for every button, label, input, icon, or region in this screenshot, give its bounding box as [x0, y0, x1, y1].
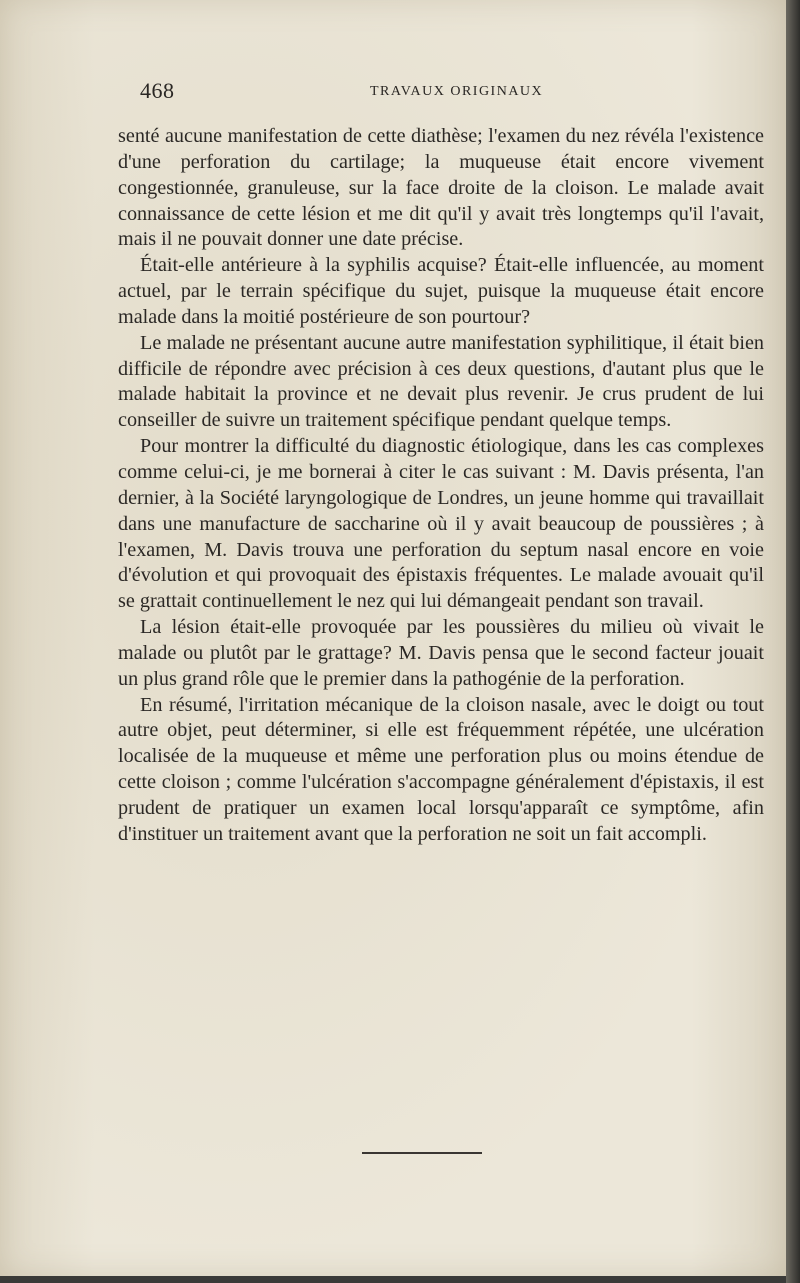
end-rule: [362, 1152, 482, 1154]
paragraph: Était-elle antérieure à la syphilis acquise? Était-elle influencée, au moment actuel, par le terrain spécifique du sujet, puisque la muqueuse était encore malade dans la moitié postérieure de son pourtour?: [118, 254, 764, 328]
paragraph: Pour montrer la difficulté du diagnostic étiologique, dans les cas complexes comme celui-ci, je me bornerai à citer le cas suivant : M. Davis présenta, l'an dernier, à la Société laryngologique de Londres, un jeune homme qui travaillait dans une manufacture de saccharine où il y avait beaucoup de poussières ; à l'examen, M. Davis trouva une perforation du septum nasal encore en voie d'évolution et qui provoquait des épistaxis fréquentes. Le malade avouait qu'il se grattait continuellement le nez qui lui démangeait pendant son travail.: [118, 435, 764, 613]
paragraph: En résumé, l'irritation mécanique de la cloison nasale, avec le doigt ou tout autre objet, peut déterminer, si elle est fréquemment répétée, une ulcération localisée de la muqueuse et même une perforation plus ou moins étendue de cette cloison ; comme l'ulcération s'accompagne généralement d'épistaxis, il est prudent de pratiquer un examen local lorsqu'apparaît ce symptôme, afin d'instituer un traitement avant que la perforation ne soit un fait accompli.: [118, 693, 764, 845]
scan-edge: [786, 0, 800, 1283]
page-number: 468: [140, 78, 175, 103]
paragraph: Le malade ne présentant aucune autre manifestation syphilitique, il était bien difficile de répondre avec précision à ces deux questions, d'autant plus que le malade habitait la province et ne devait plus revenir. Je crus prudent de lui conseiller de suivre un traitement spécifique pendant quelque temps.: [118, 331, 764, 432]
page-header: [140, 78, 760, 110]
paragraph: La lésion était-elle provoquée par les poussières du milieu où vivait le malade ou plutôt par le grattage? M. Davis pensa que le second facteur jouait un plus grand rôle que le premier dans la pathogénie de la perforation.: [118, 616, 764, 690]
paragraph-continuation: senté aucune manifestation de cette diathèse; l'examen du nez révéla l'existence d'une perforation du cartilage; la muqueuse était encore vivement congestionnée, granuleuse, sur la face droite de la cloison. Le malade avait connaissance de cette lésion et me dit qu'il y avait très longtemps qu'il l'avait, mais il ne pouvait donner une date précise.: [118, 125, 764, 251]
running-title: TRAVAUX ORIGINAUX: [370, 84, 544, 99]
body-text: [118, 124, 764, 848]
